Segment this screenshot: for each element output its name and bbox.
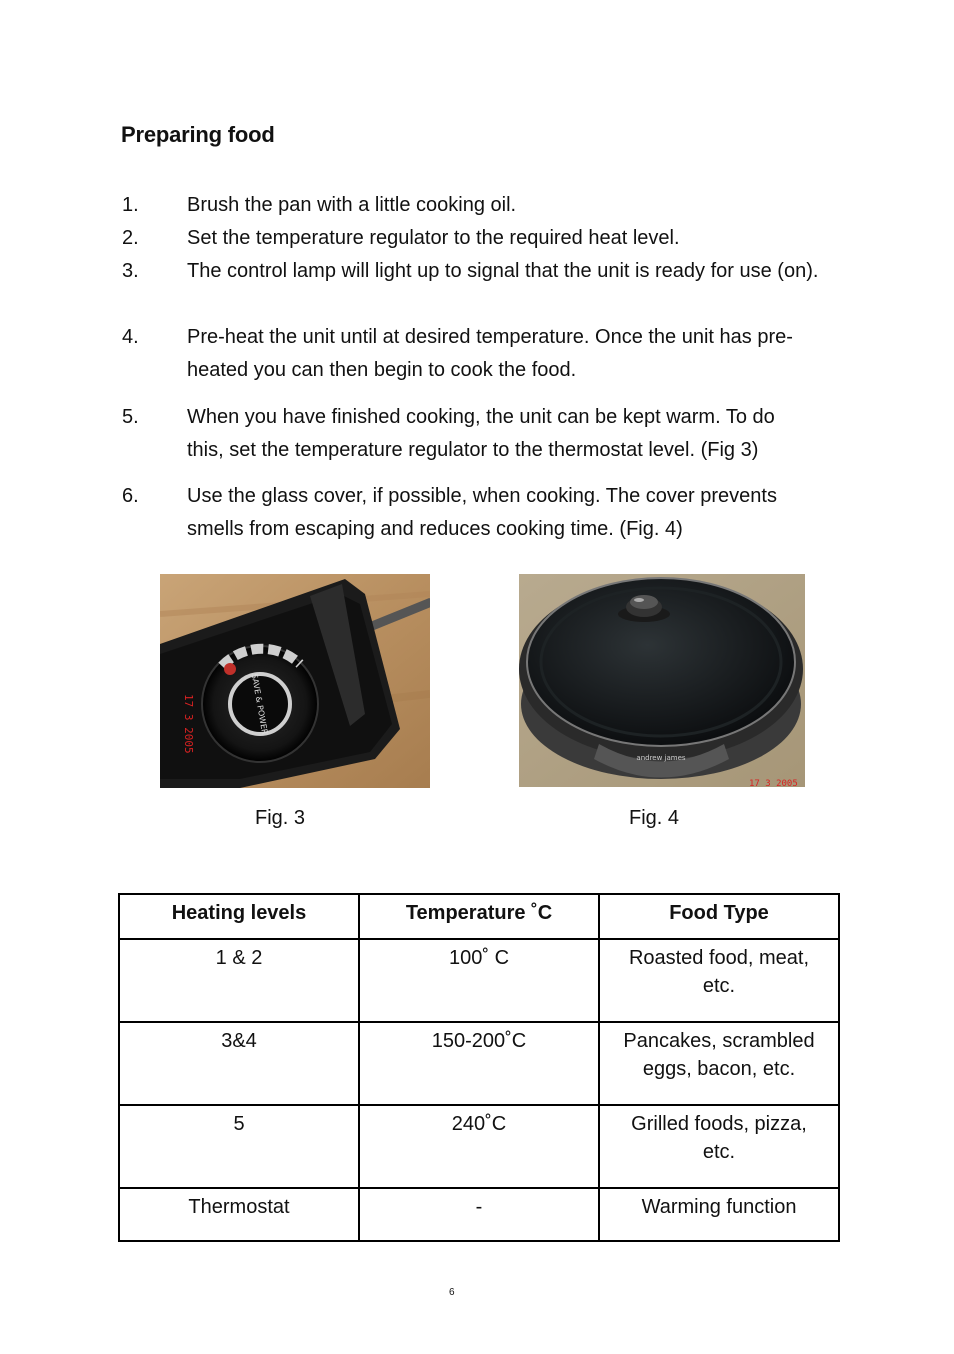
knob-label: SAVE & POWER (249, 672, 270, 736)
step-number: 6. (122, 485, 139, 507)
date-stamp: 17 3 2005 (182, 694, 195, 754)
table-cell: Thermostat (119, 1188, 359, 1241)
table-row (119, 1105, 839, 1188)
figure-4-caption: Fig. 4 (629, 807, 680, 829)
figure-4-photo (519, 574, 805, 787)
step-number: 2. (122, 227, 139, 249)
table-row (119, 1188, 839, 1241)
table-cell: - (359, 1188, 599, 1241)
step-text: Use the glass cover, if possible, when cooking. The cover prevents smells from escaping and reduces cooking time. (Fig. 4) (187, 485, 777, 540)
pan-with-glass-cover-image (519, 574, 805, 787)
table-cell: 150-200˚C (359, 1022, 599, 1105)
figure-3-caption: Fig. 3 (255, 807, 306, 829)
step-text: The control lamp will light up to signal that the unit is ready for use (on). (187, 260, 819, 282)
step-text: When you have finished cooking, the unit can be kept warm. To do this, set the temperature regulator to the thermostat level. (Fig 3) (187, 406, 775, 461)
date-stamp: 17 3 2005 (749, 779, 798, 787)
page-heading: Preparing food (121, 122, 275, 147)
step-number: 5. (122, 406, 139, 428)
table-cell: 1 & 2 (119, 939, 359, 1022)
column-header: Food Type (599, 894, 839, 939)
table-cell: Grilled foods, pizza, etc. (599, 1105, 839, 1188)
page-number: 6 (449, 1287, 455, 1298)
step-number: 1. (122, 194, 139, 216)
column-header: Temperature ˚C (359, 894, 599, 939)
table-cell: Warming function (599, 1188, 839, 1241)
table-row (119, 1022, 839, 1105)
temperature-regulator-image (160, 574, 430, 788)
column-header: Heating levels (119, 894, 359, 939)
figure-3-photo (160, 574, 430, 788)
table-cell: Roasted food, meat, etc. (599, 939, 839, 1022)
step-text: Set the temperature regulator to the required heat level. (187, 227, 680, 249)
step-number: 4. (122, 326, 139, 348)
table-cell: Pancakes, scrambled eggs, bacon, etc. (599, 1022, 839, 1105)
table-row (119, 939, 839, 1022)
heating-levels-table (118, 893, 840, 1242)
table-header-row (119, 894, 839, 939)
table-cell: 5 (119, 1105, 359, 1188)
table-cell: 240˚C (359, 1105, 599, 1188)
step-number: 3. (122, 260, 139, 282)
table-cell: 3&4 (119, 1022, 359, 1105)
step-text: Brush the pan with a little cooking oil. (187, 194, 517, 216)
brand-label: andrew james (636, 754, 686, 762)
table-cell: 100˚ C (359, 939, 599, 1022)
step-text: Pre-heat the unit until at desired temperature. Once the unit has pre-heated you can then begin to cook the food. (187, 326, 793, 381)
